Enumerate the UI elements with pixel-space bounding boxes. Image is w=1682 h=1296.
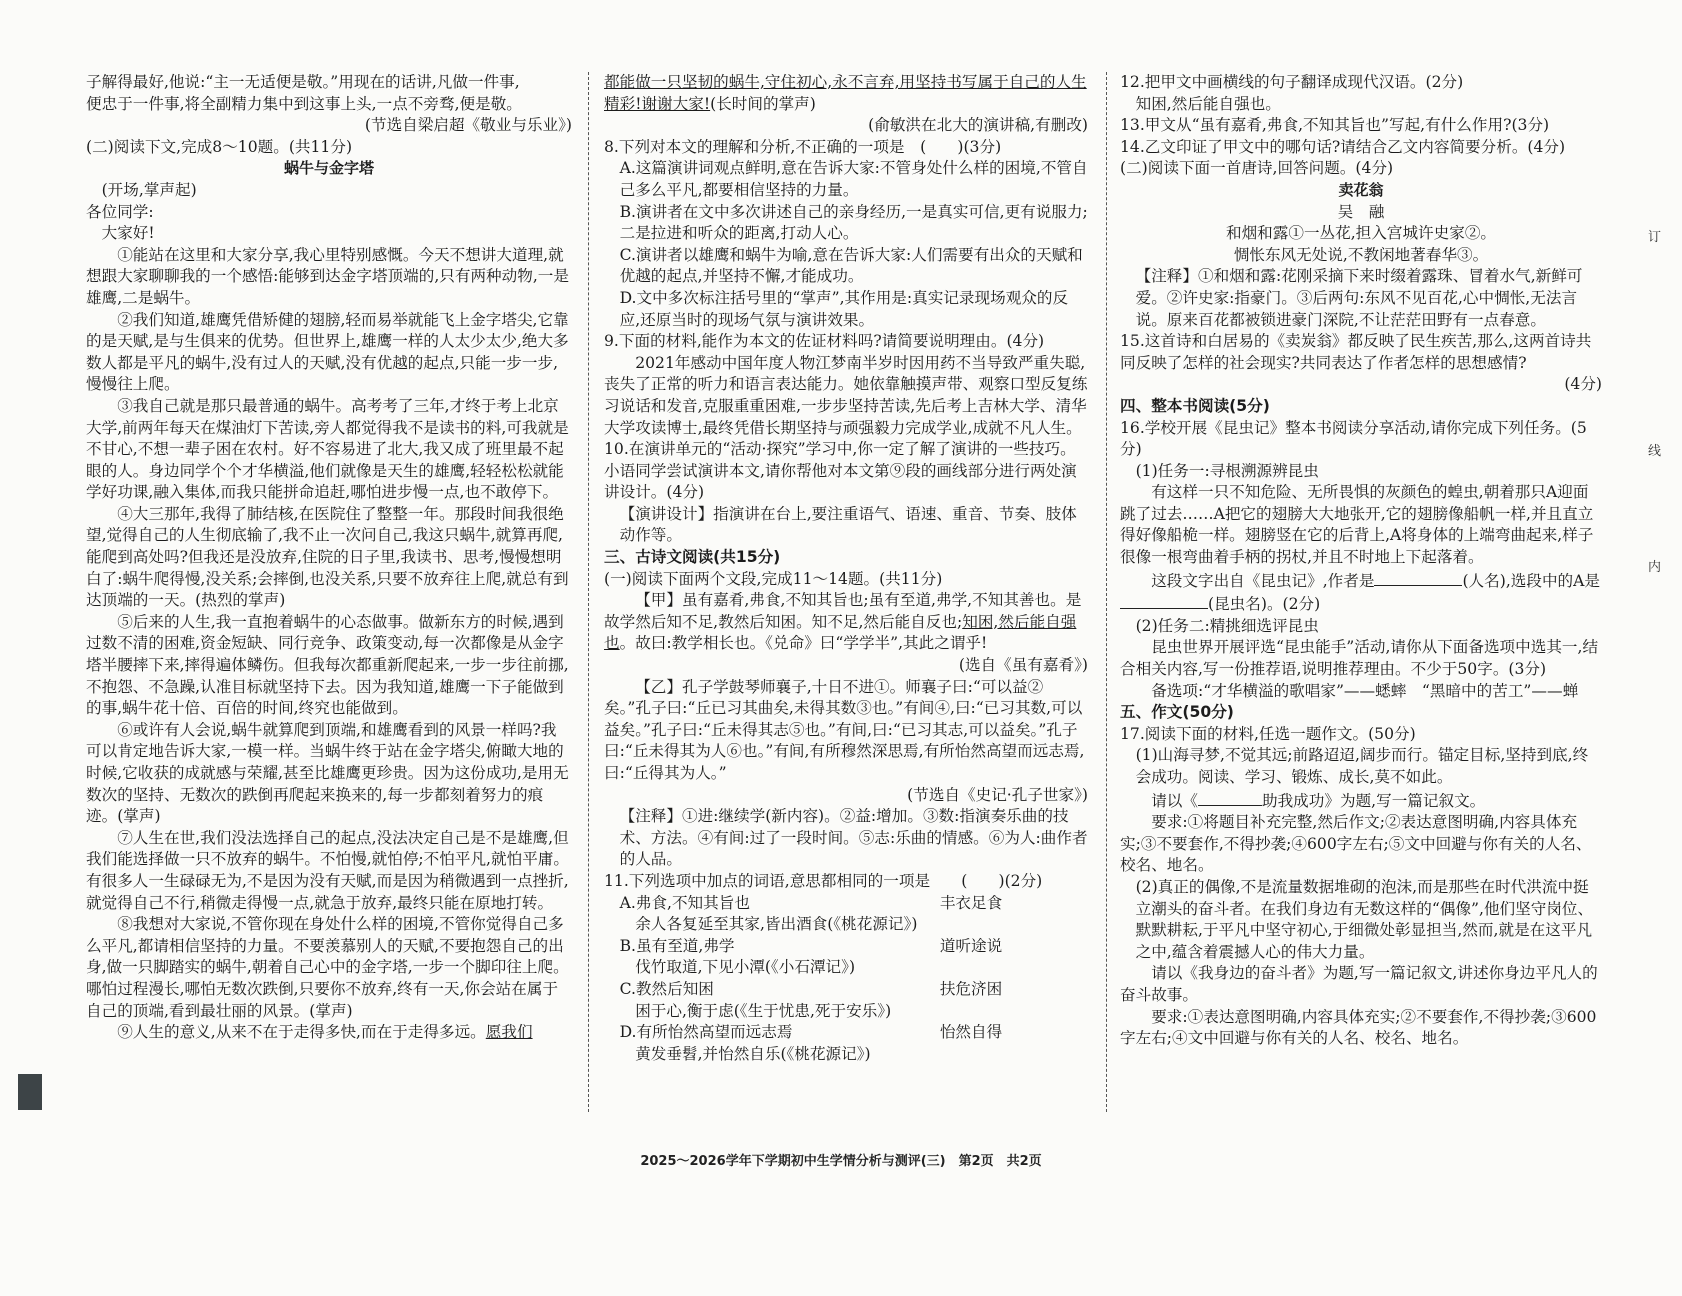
- column-2: [604, 72, 1088, 1132]
- col3-line-13: 16.学校开展《昆虫记》整本书阅读分享活动,请你完成下列任务。(5分): [1120, 418, 1587, 459]
- option-compare-word: 扶危济困: [939, 979, 1003, 998]
- option-compare-word: 怡然自得: [939, 1023, 1003, 1042]
- col1-line-16: ⑨人生的意义,从来不在于走得多快,而在于走得多远。愿我们: [117, 1023, 533, 1042]
- binding-mark: [18, 1074, 42, 1110]
- col3-line-27: 要求:①表达意图明确,内容具体充实;②不要套作,不得抄袭;③600字左右;④文中回避与你有关的人名、校名、地名。: [1120, 1007, 1597, 1048]
- col2-line-24: 困于心,衡于虑(《生于忧患,死于安乐》): [635, 1001, 892, 1020]
- col1-line-12: ⑤后来的人生,我一直抱着蜗牛的心态做事。做新东方的时候,遇到过数不清的困难,资金短缺、同行竞争、政策变动,每一次都像是从金字塔半腰摔下来,摔得遍体鳞伤。但我每次都重新爬起来,一步一步往前挪,不抱怨、不急躁,认准目标就坚持下去。因为我知道,雄鹰一下子能做到的事,蜗牛花十倍、百倍的时间,终究也能做到。: [86, 612, 569, 718]
- col3-line-8: 惆怅东风无处说,不教闲地著春华③。: [1233, 245, 1489, 264]
- col3-line-18: 昆虫世界开展评选“昆虫能手”活动,请你从下面备选项中选其一,结合相关内容,写一份推荐语,说明推荐理由。不少于50字。(3分): [1120, 638, 1599, 679]
- col1-line-4: 蜗牛与金字塔: [283, 159, 374, 178]
- col2-line-20: 余人各复延至其家,皆出酒食(《桃花源记》): [635, 915, 918, 934]
- col2-line-23: [604, 979, 1088, 1001]
- col3-line-17: (2)任务二:精挑细选评昆虫: [1135, 616, 1319, 635]
- col3-line-4: (二)阅读下面一首唐诗,回答问题。(4分): [1120, 159, 1394, 178]
- col3-line-19: 备选项:“才华横溢的歌唱家”——蟋蟀 “黑暗中的苦工”——蝉: [1151, 681, 1579, 700]
- col1-line-2: (节选自梁启超《敬业与乐业》): [364, 116, 572, 135]
- binding-mark-nei: 内: [1648, 560, 1662, 575]
- col2-line-17: 【注释】①进:继续学(新内容)。②益:增加。③数:指演奏乐曲的技术、方法。④有间:过了一段时间。⑤志:乐曲的情感。⑥为人:曲作者的人品。: [619, 807, 1088, 869]
- col2-line-21: [604, 936, 1088, 958]
- col3-line-11: (4分): [1564, 375, 1602, 394]
- column-divider-2: [1106, 72, 1107, 1112]
- col2-line-18: 11.下列选项中加点的词语,意思都相同的一项是 ( )(2分): [604, 871, 1043, 890]
- col2-line-22: 伐竹取道,下见小潭(《小石潭记》): [635, 958, 856, 977]
- col2-line-11: 三、古诗文阅读(共15分): [604, 548, 781, 567]
- col2-line-25: [604, 1022, 1088, 1044]
- col2-line-6: D.文中多次标注括号里的“掌声”,其作用是:真实记录现场观众的反应,还原当时的现场气氛与演讲效果。: [619, 288, 1069, 329]
- col3-line-22: (1)山海寻梦,不觉其远;前路迢迢,阔步而行。锚定目标,坚持到底,终会成功。阅读、学习、锻炼、成长,莫不如此。: [1135, 746, 1589, 786]
- col2-line-4: B.演讲者在文中多次讲述自己的亲身经历,一是真实可信,更有说服力;二是拉进和听众的距离,打动人心。: [619, 202, 1088, 243]
- col1-line-0: 子解得最好,他说:“主一无适便是敬。”用现在的话讲,凡做一件事,: [86, 73, 520, 91]
- col1-line-5: (开场,掌声起): [101, 180, 197, 199]
- col2-line-9: 10.在演讲单元的“活动·探究”学习中,你一定了解了演讲的一些技巧。小语同学尝试演讲本文,请你帮他对本文第⑨段的画线部分进行两处演讲设计。(4分): [604, 440, 1077, 502]
- col2-line-19: [604, 893, 1088, 915]
- col1-line-1: 便忠于一件事,将全副精力集中到这事上头,一点不旁骛,便是敬。: [86, 94, 522, 113]
- binding-mark-xian: 线: [1648, 444, 1662, 459]
- column-divider-1: [588, 72, 589, 1112]
- col3-line-9: 【注释】①和烟和露:花刚采摘下来时缀着露珠、冒着水气,新鲜可爱。②许史家:指豪门。③后两句:东风不见百花,心中惆怅,无法言说。原来百花都被锁进豪门深院,不让茫茫田野有一点春意。: [1135, 267, 1583, 329]
- col2-line-15: 【乙】孔子学鼓琴师襄子,十日不进①。师襄子曰:“可以益②矣。”孔子曰:“丘已习其曲矣,未得其数③也。”有间④,曰:“已习其数,可以益矣。”孔子曰:“丘未得其志⑤也。”有间,曰:“已习其志,可以益矣。”孔子曰:“丘未得其为人⑥也。”有间,有所穆然深思焉,有所怡然高望而远志焉,曰:“丘得其为人。”: [604, 677, 1085, 782]
- col2-line-8: 2021年感动中国年度人物江梦南半岁时因用药不当导致严重失聪,丧失了正常的听力和语言表达能力。她依靠触摸声带、观察口型反复练习说话和发音,克服重重困难,一步步坚持苦读,先后考上吉林大学、清华大学攻读博士,最终凭借长期坚持与顽强毅力完成学业,成就不凡人生。: [604, 353, 1088, 437]
- page-footer: 2025～2026学年下学期初中生学情分析与测评(三) 第2页 共2页: [640, 1154, 1042, 1169]
- col2-line-2: 8.下列对本文的理解和分析,不正确的一项是 ( )(3分): [604, 137, 1002, 156]
- col3-line-15: 有这样一只不知危险、无所畏惧的灰颜色的蝗虫,朝着那只A迎面跳了过去……A把它的翅膀大大地张开,它的翅膀像船帆一样,并且直立得好像船桅一样。翅膀竖在它的后背上,A将身体的上端弯曲起来,样子很像一根弯曲着手柄的拐杖,并且不时地上下起落着。: [1120, 483, 1594, 567]
- col2-line-12: (一)阅读下面两个文段,完成11～14题。(共11分): [604, 569, 943, 588]
- col3-line-14: (1)任务一:寻根溯源辨昆虫: [1135, 461, 1319, 480]
- col1-line-7: 大家好!: [101, 224, 155, 243]
- col2-line-16: (节选自《史记·孔子世家》): [907, 785, 1088, 804]
- col1-line-10: ③我自己就是那只最普通的蜗牛。高考考了三年,才终于考上北京大学,前两年每天在煤油灯下苦读,旁人都觉得我不是读书的料,可我就是不甘心,不想一辈子困在农村。好不容易进了北大,我又成了班里最不起眼的人。身边同学个个才华横溢,他们就像是天生的雄鹰,轻轻松松就能学好功课,融入集体,而我只能拼命追赶,哪怕进步慢一点,也不敢停下。: [86, 396, 569, 502]
- col1-line-14: ⑦人生在世,我们没法选择自己的起点,没法决定自己是不是雄鹰,但我们能选择做一只不放弃的蜗牛。不怕慢,就怕停;不怕平凡,就怕平庸。有很多人一生碌碌无为,不是因为没有天赋,而是因为稍微遇到一点挫折,就觉得自己不行,稍微走得慢一点,就急于放弃,最终只能在原地打转。: [86, 828, 569, 912]
- col3-line-16: 这段文字出自《昆虫记》,作者是 (人名),选段中的A是(昆虫名)。(2分): [1120, 569, 1602, 616]
- col3-line-21: 17.阅读下面的材料,任选一题作文。(50分): [1120, 724, 1416, 743]
- col2-line-3: A.这篇演讲词观点鲜明,意在告诉大家:不管身处什么样的困境,不管自己多么平凡,都要相信坚持的力量。: [619, 159, 1088, 199]
- col2-line-5: C.演讲者以雄鹰和蜗牛为喻,意在告诉大家:人们需要有出众的天赋和优越的起点,并坚持不懈,才能成功。: [619, 245, 1083, 286]
- col2-line-10: 【演讲设计】指演讲在台上,要注重语气、语速、重音、节奏、肢体动作等。: [619, 504, 1077, 545]
- col3-line-25: (2)真正的偶像,不是流量数据堆砌的泡沫,而是那些在时代洪流中挺立潮头的奋斗者。在我们身边有无数这样的“偶像”,他们坚守岗位、默默耕耘,于平凡中坚守初心,于细微处彰显担当,然而,就是在这平凡之中,蕴含着震撼人心的伟大力量。: [1135, 877, 1594, 961]
- col3-line-5: 卖花翁: [1338, 180, 1384, 199]
- col3-line-23: 请以《 助我成功》为题,写一篇记叙文。: [1120, 789, 1602, 813]
- col1-line-6: 各位同学:: [86, 202, 154, 221]
- col3-line-26: 请以《我身边的奋斗者》为题,写一篇记叙文,讲述你身边平凡人的奋斗故事。: [1120, 964, 1598, 1004]
- col3-line-12: 四、整本书阅读(5分): [1120, 396, 1270, 415]
- col2-line-14: (选自《虽有嘉肴》): [958, 656, 1088, 675]
- col1-line-15: ⑧我想对大家说,不管你现在身处什么样的困境,不管你觉得自己多么平凡,都请相信坚持的力量。不要羡慕别人的天赋,不要抱怨自己的出身,做一只脚踏实的蜗牛,朝着自己心中的金字塔,一步一个脚印往上爬。哪怕过程漫长,哪怕无数次跌倒,只要你不放弃,终有一天,你会站在属于自己的顶端,看到最壮丽的风景。(掌声): [86, 915, 569, 1020]
- col2-line-7: 9.下面的材料,能作为本文的佐证材料吗?请简要说明理由。(4分): [604, 332, 1045, 351]
- col1-line-11: ④大三那年,我得了肺结核,在医院住了整整一年。那段时间我很绝望,觉得自己的人生彻底输了,我不止一次问自己,我这只蜗牛,就算再爬,能爬到高处吗?但我还是没放弃,住院的日子里,我读书、思考,慢慢想明白了:蜗牛爬得慢,没关系;会摔倒,也没关系,只要不放弃往上爬,就总有到达顶端的一天。(热烈的掌声): [86, 504, 569, 610]
- col2-line-26: 黄发垂髫,并怡然自乐(《桃花源记》): [635, 1044, 871, 1063]
- column-1: [86, 72, 572, 1132]
- option-text: A.弗食,不知其旨也: [619, 893, 750, 912]
- option-compare-word: 道听途说: [939, 936, 1003, 955]
- col3-line-7: 和烟和露①一丛花,担入宫城许史家②。: [1225, 224, 1497, 243]
- option-text: B.虽有至道,弗学: [619, 936, 735, 955]
- col2-line-1: (俞敏洪在北大的演讲稿,有删改): [868, 116, 1088, 135]
- option-compare-word: 丰衣足食: [939, 893, 1003, 912]
- col2-line-13: 【甲】虽有嘉肴,弗食,不知其旨也;虽有至道,弗学,不知其善也。是故学然后知不足,教然后知困。知不足,然后能自反也;知困,然后能自强也。故曰:教学相长也。《兑命》曰“学学半”,其此之谓乎!: [604, 591, 1082, 653]
- col3-line-2: 13.甲文从“虽有嘉肴,弗食,不知其旨也”写起,有什么作用?(3分): [1120, 116, 1550, 135]
- col3-line-0: 12.把甲文中画横线的句子翻译成现代汉语。(2分): [1120, 73, 1464, 91]
- col2-line-0: 都能做一只坚韧的蜗牛,守住初心,永不言弃,用坚持书写属于自己的人生精彩!谢谢大家!(长时间的掌声): [604, 73, 1087, 113]
- option-text: D.有所怡然高望而远志焉: [619, 1023, 793, 1042]
- col3-line-10: 15.这首诗和白居易的《卖炭翁》都反映了民生疾苦,那么,这两首诗共同反映了怎样的社会现实?共同表达了作者怎样的思想感情?: [1120, 332, 1592, 372]
- col3-line-6: 吴 融: [1337, 202, 1385, 221]
- column-3: [1120, 72, 1602, 1132]
- col3-line-24: 要求:①将题目补充完整,然后作文;②表达意图明确,内容具体充实;③不要套作,不得抄袭;④600字左右;⑤文中回避与你有关的人名、校名、地名。: [1120, 813, 1592, 875]
- col1-line-13: ⑥或许有人会说,蜗牛就算爬到顶端,和雄鹰看到的风景一样吗?我可以肯定地告诉大家,一模一样。当蜗牛终于站在金字塔尖,俯瞰大地的时候,它收获的成就感与荣耀,甚至比雄鹰更珍贵。因为这份成功,是用无数次的坚持、无数次的跌倒再爬起来换来的,每一步都刻着努力的痕迹。(掌声): [86, 720, 569, 826]
- col1-line-3: (二)阅读下文,完成8～10题。(共11分): [86, 137, 353, 156]
- col3-line-1: 知困,然后能自强也。: [1135, 94, 1281, 113]
- col3-line-20: 五、作文(50分): [1120, 703, 1234, 722]
- col1-line-9: ②我们知道,雄鹰凭借矫健的翅膀,轻而易举就能飞上金字塔尖,它靠的是天赋,是与生俱来的优势。但世界上,雄鹰一样的人太少太少,绝大多数人都是平凡的蜗牛,没有过人的天赋,没有优越的起点,只能一步一步,慢慢往上爬。: [86, 310, 569, 394]
- col1-line-8: ①能站在这里和大家分享,我心里特别感慨。今天不想讲大道理,就想跟大家聊聊我的一个感悟:能够到达金字塔顶端的,只有两种动物,一是雄鹰,二是蜗牛。: [86, 245, 569, 307]
- col3-line-3: 14.乙文印证了甲文中的哪句话?请结合乙文内容简要分析。(4分): [1120, 137, 1566, 156]
- option-text: C.教然后知困: [619, 979, 714, 998]
- binding-mark-ding: 订: [1648, 230, 1662, 245]
